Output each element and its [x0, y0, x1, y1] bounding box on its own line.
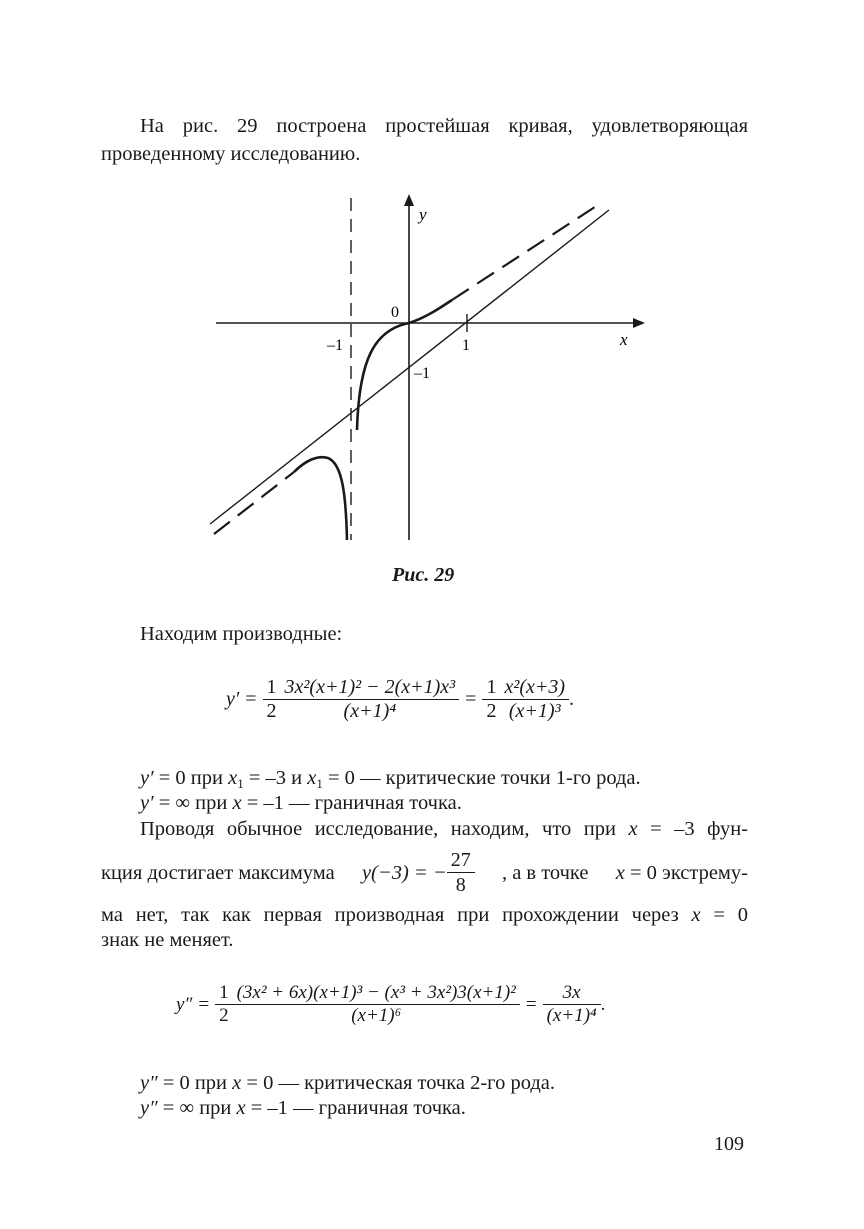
formula2-lhs: y″ — [176, 993, 193, 1015]
formula1-half2-num: 1 — [486, 676, 497, 698]
formula1-half-num: 1 — [266, 676, 277, 698]
text-line-boundary-2: y″ = ∞ при x = –1 — граничная точка. — [140, 1097, 466, 1119]
text-line-sign: знак не меняет. — [101, 929, 234, 951]
axis-x-label: x — [620, 330, 628, 349]
intro-line-1: На рис. 29 построена простейшая кривая, удовлетворяющая — [140, 115, 748, 137]
formula1-lhs: y′ — [226, 688, 240, 710]
formula2-num: (3x² + 6x)(x+1)³ − (x³ + 3x²)3(x+1)² — [236, 982, 516, 1003]
tick-x-pos-label: 1 — [462, 337, 470, 354]
curve-right-branch — [357, 300, 452, 430]
formula2-half-num: 1 — [219, 982, 229, 1003]
text-line-inflection: y″ = 0 при x = 0 — критическая точка 2-го рода. — [140, 1072, 556, 1094]
derivatives-intro: Находим производные: — [140, 623, 343, 645]
formula1-half-den: 2 — [263, 699, 281, 723]
figure-caption: Рис. 29 — [392, 564, 455, 586]
origin-label: 0 — [391, 304, 399, 321]
formula1-den: (x+1)⁴ — [281, 699, 460, 723]
text-line-critical-points: y′ = 0 при $x_1 = -3$ и $x_1 = 0$ — критические точки 1-го рода. — [140, 767, 641, 791]
formula2-den: (x+1)⁶ — [233, 1004, 520, 1027]
formula-first-derivative: y′ = $\frac{1}{2}$ $\frac{\text{3x²(x+1)² − 2(x+1)x³}}{\text{(x+1)⁴}}$ = $\frac{1}{2}$ $\frac{\text{x²(x+3)}}{\text{(x+1)³}}$ . — [226, 676, 575, 722]
axis-y-label: y — [419, 205, 427, 224]
formula1-num2: x²(x+3) — [504, 676, 566, 698]
text-line-no-extremum: ма нет, так как первая производная при прохождении через x = 0 — [101, 904, 749, 926]
formula2-half-den: 2 — [215, 1004, 233, 1027]
formula1-num: 3x²(x+1)² − 2(x+1)x³ — [284, 676, 456, 698]
formula1-den2: (x+1)³ — [500, 699, 569, 723]
curve-right-dashed — [452, 203, 601, 300]
tick-x-neg-label: –1 — [327, 337, 343, 354]
tick-y-neg-label: –1 — [414, 365, 430, 382]
page-number: 109 — [714, 1133, 744, 1155]
formula1-half2-den: 2 — [482, 699, 500, 723]
text-line-research: Проводя обычное исследование, находим, что при x = –3 фун- — [140, 818, 748, 840]
formula2-den2: (x+1)⁴ — [543, 1004, 601, 1027]
intro-line-2: проведенному исследованию. — [101, 143, 361, 165]
formula-second-derivative: y″ = $\frac{1}{2}$ $\frac{\text{(3x² + 6x)(x+1)³ − (x³ + 3x²)3(x+1)²}}{\text{(x+1)⁶}}$ = $\frac{3x}{\text{(x+1)⁴}}$ . — [176, 982, 606, 1026]
text-line-boundary-point: y′ = ∞ при x = –1 — граничная точка. — [140, 792, 462, 814]
figure-29 — [0, 185, 864, 565]
formula2-num2: 3x — [562, 982, 581, 1003]
curve-left-branch — [294, 457, 347, 540]
text-line-maximum: кция достигает максимума y(−3) = − $\frac{27}{8}$ , а в точке x = 0 экстрему- — [101, 849, 748, 896]
curve-left-dashed — [214, 472, 294, 534]
